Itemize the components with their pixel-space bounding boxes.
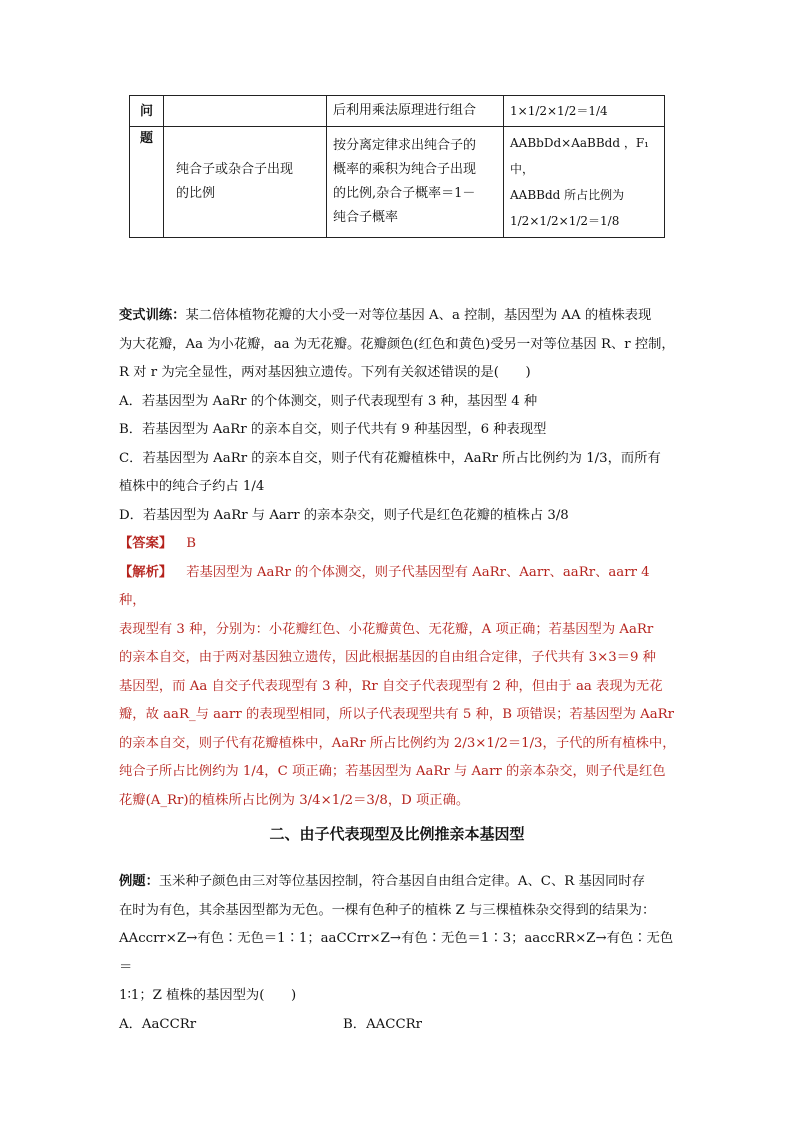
analysis-line: 的亲本自交，由于两对基因独立遗传，因此根据基因的自由组合定律，子代共有 3×3＝9 种 — [119, 650, 656, 665]
table-cell — [164, 96, 327, 127]
cell-line: AABBdd 所占比例为 — [510, 188, 625, 202]
option-b: B．若基因型为 AaRr 的亲本自交，则子代共有 9 种基因型，6 种表现型 — [119, 422, 547, 437]
example-option-a: A．AaCCRr — [119, 1016, 197, 1032]
exercise-stem-line: R 对 r 为完全显性，两对基因独立遗传。下列有关叙述错误的是( ) — [119, 365, 531, 380]
table-row — [130, 127, 665, 238]
example-stem-line: 在时为有色，其余基因型都为无色。一棵有色种子的植株 Z 与三棵植株杂交得到的结果为： — [119, 902, 656, 918]
answer-line — [119, 530, 679, 559]
example-stem-line — [119, 868, 679, 897]
table-row — [130, 96, 665, 127]
example-block — [119, 868, 679, 1039]
cell-line: 概率的乘积为纯合子出现 — [333, 162, 477, 177]
exercise-block — [119, 302, 679, 815]
table-cell: 后利用乘法原理进行组合 — [327, 96, 504, 127]
exercise-stem-line: 为大花瓣，Aa 为小花瓣，aa 为无花瓣。花瓣颜色(红色和黄色)受另一对等位基因 R、r 控制， — [119, 336, 675, 352]
analysis-text: 若基因型为 AaRr 的个体测交，则子代基因型有 AaRr、Aarr、aaRr、aarr 4 种， — [119, 564, 650, 608]
example-label: 例题： — [119, 874, 159, 889]
cell-line: 1/2×1/2×1/2＝1/8 — [510, 214, 620, 228]
example-option-b: B．AACCRr — [343, 1016, 422, 1032]
table-cell — [164, 127, 327, 238]
option-c: C．若基因型为 AaRr 的亲本自交，则子代有花瓣植株中，AaRr 所占比例约为 1/3，而所有 — [119, 450, 661, 466]
option-d: D．若基因型为 AaRr 与 Aarr 的亲本杂交，则子代是红色花瓣的植株占 3/8 — [119, 507, 569, 523]
cell-line: AABbDd×AaBBdd ，F₁中， — [510, 136, 649, 176]
example-options-row — [119, 1011, 679, 1040]
cell-line: 的比例,杂合子概率＝1－ — [333, 186, 476, 201]
table-header-cell-bottom: 题 — [130, 127, 164, 238]
stem-text: 玉米种子颜色由三对等位基因控制，符合基因自由组合定律。A、C、R 基因同时存 — [158, 874, 645, 889]
exercise-stem-line — [119, 302, 679, 331]
analysis-line: 纯合子所占比例约为 1/4，C 项正确；若基因型为 AaRr 与 Aarr 的亲本杂交，则子代是红色 — [119, 764, 666, 779]
analysis-line: 的亲本自交，则子代有花瓣植株中，AaRr 所占比例约为 2/3×1/2＝1/3，子代的所有植株中， — [119, 735, 676, 751]
cell-line: 纯合子概率 — [333, 210, 399, 225]
analysis-line: 花瓣(A_Rr)的植株所占比例为 3/4×1/2＝3/8，D 项正确。 — [119, 792, 470, 808]
table-cell — [327, 127, 504, 238]
analysis-line: 表现型有 3 种，分别为：小花瓣红色、小花瓣黄色、无花瓣，A 项正确；若基因型为 AaRr — [119, 621, 654, 637]
stem-text: 某二倍体植物花瓣的大小受一对等位基因 A、a 控制，基因型为 AA 的植株表现 — [185, 308, 652, 323]
table-cell: 1×1/2×1/2＝1/4 — [504, 96, 665, 127]
option-c-cont: 植株中的纯合子约占 1/4 — [119, 479, 265, 494]
answer-label: 【答案】 — [119, 536, 173, 551]
table-header-cell-top: 问 — [130, 96, 164, 127]
analysis-line — [119, 559, 679, 616]
answer-value: B — [186, 536, 196, 551]
option-a: A．若基因型为 AaRr 的个体测交，则子代表现型有 3 种，基因型 4 种 — [119, 393, 538, 409]
analysis-label: 【解析】 — [119, 564, 173, 580]
section-title: 二、由子代表现型及比例推亲本基因型 — [269, 825, 525, 843]
example-stem-line: AAccrr×Z→有色∶无色＝1∶1；aaCCrr×Z→有色∶无色＝1∶3；aaccRR×Z→有色∶无色＝ — [119, 931, 674, 975]
exercise-label: 变式训练： — [119, 308, 186, 323]
cell-line: 的比例 — [176, 186, 216, 201]
analysis-line: 基因型，而 Aa 自交子代表现型有 3 种，Rr 自交子代表现型有 2 种，但由于 aa 表现为无花 — [119, 678, 663, 694]
cell-line: 纯合子或杂合子出现 — [176, 162, 294, 177]
summary-table — [129, 95, 665, 238]
cell-line: 按分离定律求出纯合子的 — [333, 138, 477, 153]
example-stem-line: 1∶1；Z 植株的基因型为( ) — [119, 988, 297, 1003]
analysis-line: 瓣，故 aaR_与 aarr 的表现型相同，所以子代表现型共有 5 种，B 项错误；若基因型为 AaRr — [119, 707, 675, 722]
table-cell — [504, 127, 665, 238]
